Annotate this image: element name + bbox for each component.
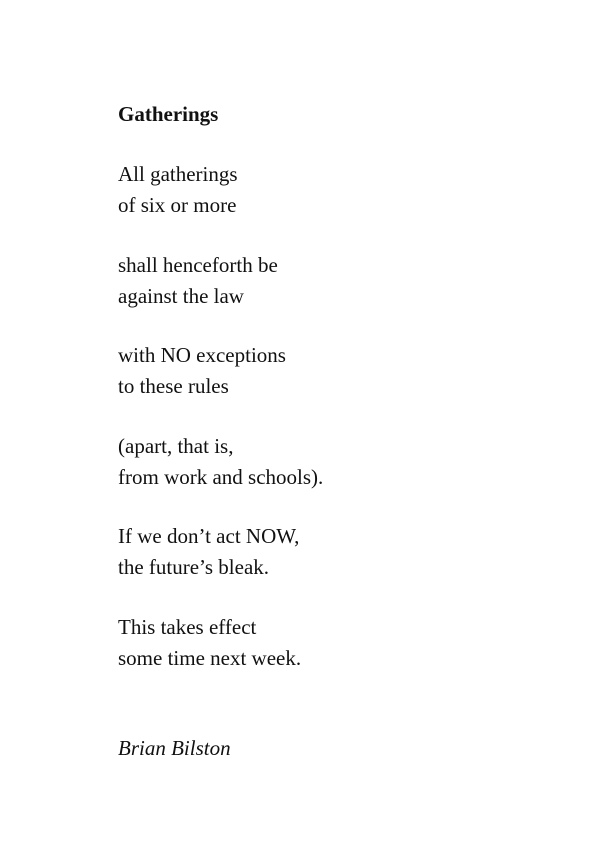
poem-line: against the law bbox=[118, 283, 244, 308]
stanza bbox=[118, 250, 278, 311]
poem-line: the future’s bleak. bbox=[118, 554, 270, 579]
poem-line: from work and schools). bbox=[118, 464, 324, 489]
poem-line: If we don’t act NOW, bbox=[118, 524, 300, 548]
stanza bbox=[118, 340, 286, 401]
poem-line: This takes effect bbox=[118, 615, 257, 639]
stanza bbox=[118, 612, 301, 673]
poem-line: some time next week. bbox=[118, 645, 302, 670]
poem-line: with NO exceptions bbox=[118, 343, 286, 367]
poem-line: All gatherings bbox=[118, 162, 238, 186]
poem-line: of six or more bbox=[118, 192, 237, 217]
poem-line: shall henceforth be bbox=[118, 253, 278, 277]
poem-title: Gatherings bbox=[118, 102, 219, 126]
poem-line: to these rules bbox=[118, 373, 229, 398]
stanza bbox=[118, 159, 238, 220]
stanza bbox=[118, 431, 323, 492]
author-name: Brian Bilston bbox=[118, 736, 231, 760]
stanza bbox=[118, 521, 299, 582]
poem-line: (apart, that is, bbox=[118, 434, 234, 458]
